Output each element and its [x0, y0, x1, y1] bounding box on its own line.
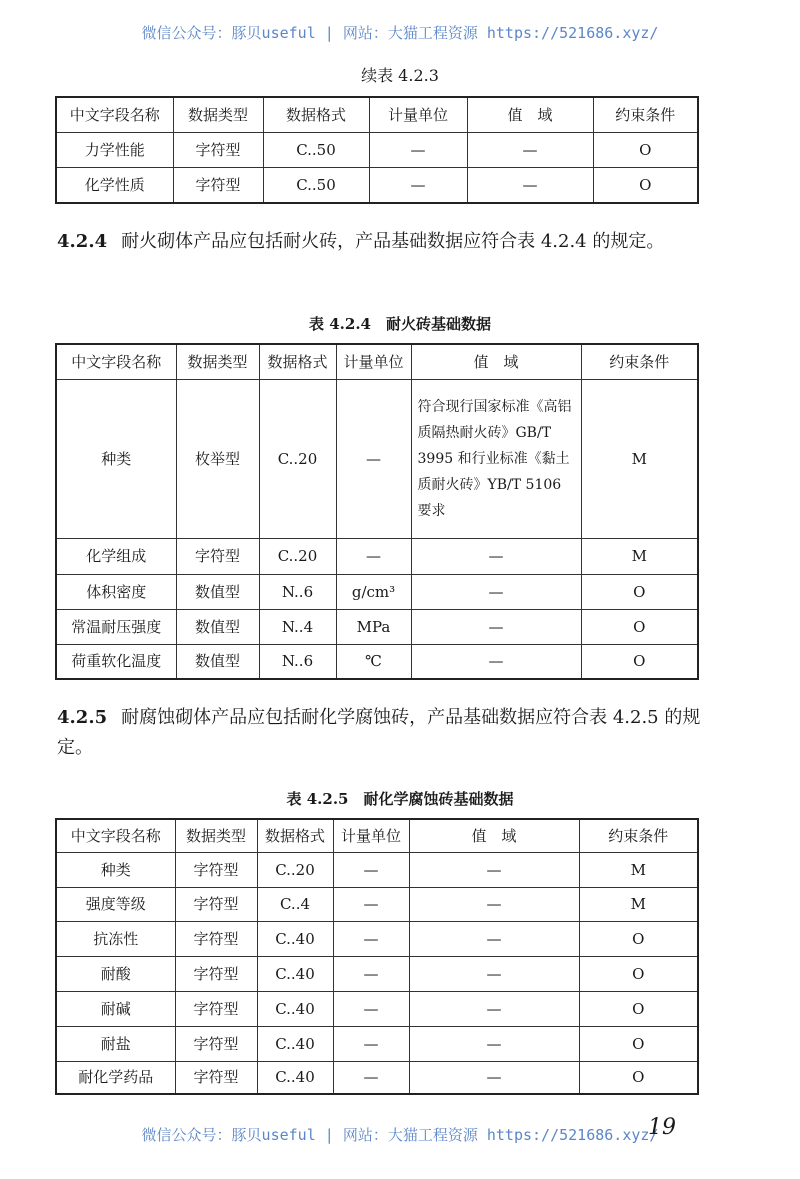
table-cell: M [579, 887, 698, 921]
table-cell: g/cm³ [336, 574, 411, 609]
header-cell: 数据格式 [257, 819, 333, 852]
table-cell: — [411, 609, 581, 644]
table-cell: — [467, 132, 593, 167]
table-cell: O [593, 167, 698, 203]
table-cell: 耐碱 [56, 991, 175, 1026]
section-425-paragraph [57, 703, 707, 763]
table-425-caption: 表 4.2.5 耐化学腐蚀砖基础数据 [286, 790, 514, 808]
table-cell: — [409, 956, 579, 991]
table-cell: O [579, 1026, 698, 1061]
table-cell: C..40 [257, 1026, 333, 1061]
table-cell: C..40 [257, 991, 333, 1026]
table-cell: C..40 [257, 921, 333, 956]
table-cell: — [333, 1061, 409, 1094]
table-row [56, 379, 698, 538]
section-text: 耐火砌体产品应包括耐火砖，产品基础数据应符合表 4.2.4 的规定。 [121, 231, 665, 252]
table-424-caption: 表 4.2.4 耐火砖基础数据 [309, 315, 491, 333]
table-cell: MPa [336, 609, 411, 644]
table-cell: — [409, 921, 579, 956]
table-header-row [56, 97, 698, 132]
table-cell: O [581, 574, 698, 609]
table-cell: — [409, 991, 579, 1026]
table-cell: C..4 [257, 887, 333, 921]
table-cell: 化学组成 [56, 538, 176, 574]
table-cell: 强度等级 [56, 887, 175, 921]
header-cell: 计量单位 [369, 97, 467, 132]
table-row [56, 132, 698, 167]
table-row [56, 538, 698, 574]
table-cell: 字符型 [173, 132, 263, 167]
header-cell: 值 域 [467, 97, 593, 132]
table-cell: N..6 [259, 644, 336, 679]
watermark-bottom: 微信公众号：豚贝useful | 网站：大猫工程资源 https://521686.xyz/ [141, 1126, 659, 1144]
table-cell: C..40 [257, 956, 333, 991]
table-row [56, 609, 698, 644]
table-cell: O [581, 644, 698, 679]
header-cell: 数据格式 [263, 97, 369, 132]
table-row [56, 991, 698, 1026]
table-cell: 字符型 [176, 538, 259, 574]
table-cell: 数值型 [176, 609, 259, 644]
table-cell: — [333, 1026, 409, 1061]
header-cell: 约束条件 [579, 819, 698, 852]
table-cell: — [336, 538, 411, 574]
table-423-caption: 续表 4.2.3 [361, 66, 439, 85]
table-cell: O [579, 1061, 698, 1094]
table-cell: 抗冻性 [56, 921, 175, 956]
table-cell: 体积密度 [56, 574, 176, 609]
table-row [56, 574, 698, 609]
table-cell: — [409, 1061, 579, 1094]
table-cell: 字符型 [175, 991, 257, 1026]
table-cell: 耐酸 [56, 956, 175, 991]
table-cell: 数值型 [176, 644, 259, 679]
table-cell: 字符型 [175, 852, 257, 887]
header-cell: 数据类型 [173, 97, 263, 132]
table-cell: ℃ [336, 644, 411, 679]
page-number: 19 [648, 1115, 676, 1140]
table-423 [55, 96, 699, 204]
table-cell: C..50 [263, 167, 369, 203]
table-cell: — [467, 167, 593, 203]
table-425 [55, 818, 699, 1095]
header-cell: 计量单位 [333, 819, 409, 852]
table-cell: N..4 [259, 609, 336, 644]
header-cell: 中文字段名称 [56, 344, 176, 379]
table-cell: — [333, 991, 409, 1026]
table-cell: M [581, 538, 698, 574]
table-cell: O [579, 956, 698, 991]
table-row [56, 644, 698, 679]
table-cell: C..50 [263, 132, 369, 167]
table-cell: M [581, 379, 698, 538]
table-cell: 种类 [56, 852, 175, 887]
header-cell: 数据格式 [259, 344, 336, 379]
table-cell: O [579, 991, 698, 1026]
table-cell: 常温耐压强度 [56, 609, 176, 644]
table-cell: — [333, 921, 409, 956]
table-cell: 枚举型 [176, 379, 259, 538]
table-cell: — [409, 852, 579, 887]
table-cell: — [369, 167, 467, 203]
table-cell: C..20 [259, 538, 336, 574]
section-number: 4.2.4 [57, 231, 108, 252]
table-row [56, 167, 698, 203]
section-number: 4.2.5 [57, 707, 108, 728]
table-cell: 字符型 [175, 887, 257, 921]
table-cell: — [369, 132, 467, 167]
table-cell: O [581, 609, 698, 644]
table-cell: 耐盐 [56, 1026, 175, 1061]
table-cell: — [333, 852, 409, 887]
header-cell: 数据类型 [175, 819, 257, 852]
table-cell: M [579, 852, 698, 887]
section-text: 耐腐蚀砌体产品应包括耐化学腐蚀砖，产品基础数据应符合表 4.2.5 的规定。 [57, 707, 701, 758]
table-cell: — [411, 538, 581, 574]
table-cell: — [333, 887, 409, 921]
table-cell: 字符型 [175, 956, 257, 991]
table-cell: 字符型 [173, 167, 263, 203]
table-cell: O [593, 132, 698, 167]
table-cell: — [409, 1026, 579, 1061]
table-cell: 力学性能 [56, 132, 173, 167]
table-row [56, 887, 698, 921]
header-cell: 约束条件 [593, 97, 698, 132]
header-cell: 值 域 [411, 344, 581, 379]
header-cell: 约束条件 [581, 344, 698, 379]
header-cell: 数据类型 [176, 344, 259, 379]
table-cell: 数值型 [176, 574, 259, 609]
table-cell: 符合现行国家标准《高铝质隔热耐火砖》GB/T 3995 和行业标准《黏土质耐火砖》YB/T 5106 要求 [411, 379, 581, 538]
header-cell: 计量单位 [336, 344, 411, 379]
table-cell: N..6 [259, 574, 336, 609]
table-cell: — [333, 956, 409, 991]
table-cell: 化学性质 [56, 167, 173, 203]
table-cell: 种类 [56, 379, 176, 538]
table-row [56, 852, 698, 887]
table-cell: — [409, 887, 579, 921]
table-cell: 耐化学药品 [56, 1061, 175, 1094]
table-424 [55, 343, 699, 680]
table-cell: O [579, 921, 698, 956]
table-row [56, 921, 698, 956]
table-cell: C..20 [259, 379, 336, 538]
watermark-top: 微信公众号：豚贝useful | 网站：大猫工程资源 https://521686.xyz/ [141, 24, 659, 42]
table-row [56, 1026, 698, 1061]
table-cell: 字符型 [175, 921, 257, 956]
table-header-row [56, 819, 698, 852]
table-cell: 字符型 [175, 1026, 257, 1061]
table-cell: C..20 [257, 852, 333, 887]
table-cell: C..40 [257, 1061, 333, 1094]
table-header-row [56, 344, 698, 379]
table-cell: 字符型 [175, 1061, 257, 1094]
table-cell: — [411, 574, 581, 609]
table-cell: — [336, 379, 411, 538]
table-row [56, 956, 698, 991]
section-424-paragraph [57, 227, 707, 257]
table-cell: 荷重软化温度 [56, 644, 176, 679]
header-cell: 中文字段名称 [56, 97, 173, 132]
table-cell: — [411, 644, 581, 679]
header-cell: 值 域 [409, 819, 579, 852]
table-row [56, 1061, 698, 1094]
header-cell: 中文字段名称 [56, 819, 175, 852]
